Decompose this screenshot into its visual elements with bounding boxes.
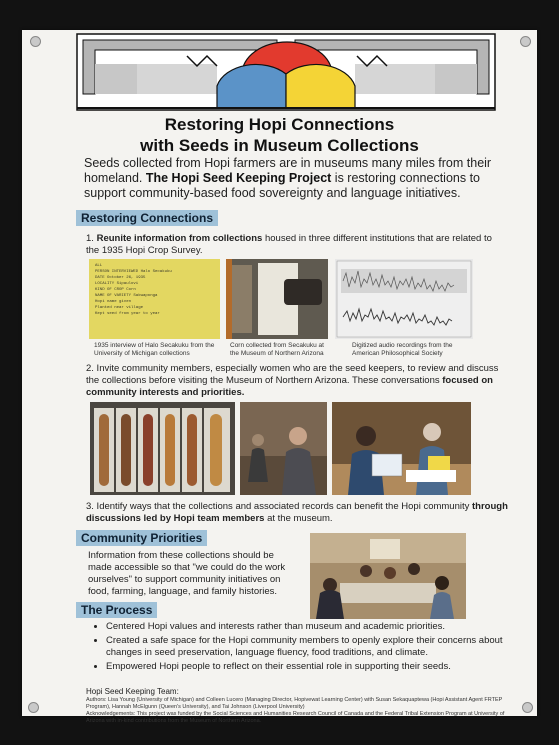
step-1-prefix: 1. xyxy=(86,233,94,244)
corn-photo xyxy=(226,259,328,339)
intro-paragraph xyxy=(84,156,504,201)
process-heading: The Process xyxy=(76,602,157,618)
caption-corn: Corn collected from Secakuku at the Museum of Northern Arizona xyxy=(230,342,324,357)
step-2-body: 2. Invite community members, especially women who are the seed keepers, to review and discuss the collections before visiting the Museum of Northern Arizona. These conversations xyxy=(86,363,499,386)
elder-woman-art xyxy=(240,402,327,495)
document-line: Kept seed from year to year xyxy=(95,312,160,316)
step-1-rest: housed in three different institutions that are related to the 1935 Hopi Crop Survey. xyxy=(86,233,492,256)
step-3-body: 3. Identify ways that the collections and associated records can benefit the Hopi community xyxy=(86,501,470,512)
poster xyxy=(22,30,537,724)
title-line-1: Restoring Hopi Connections xyxy=(164,115,395,134)
priorities-text: Information from these collections should be made accessible so that "we could do the work ourselves" to support community initiatives on food, farming, language, and family histories. xyxy=(88,550,286,597)
process-item: • Centered Hopi values and interests rather than museum and academic priorities. xyxy=(106,621,526,633)
poster-title xyxy=(22,114,537,156)
intro-text-2: is restoring connections to support community-based food sovereignty and language initiatives. xyxy=(84,171,481,200)
intro-text-1: Seeds collected from Hopi farmers are in museums many miles from their homeland. xyxy=(84,156,492,185)
document-line: NAME OF VARIETY Sakwaponga xyxy=(95,294,158,298)
intro-bold: The Hopi Seed Keeping Project xyxy=(145,171,332,185)
document-photo xyxy=(89,259,220,339)
document-line: Hopi name given xyxy=(95,300,132,304)
acknowledgements-line: Acknowledgements: This project was funded by the Social Sciences and Humanities Research Council of Canada and the Federal Tribal Extension Program at University of Arizona with in-kind contributions from the Museum of Northern Arizona. xyxy=(86,711,505,724)
team-label: Hopi Seed Keeping Team: xyxy=(86,687,179,696)
pushpin-icon xyxy=(520,36,531,47)
process-item: • Created a safe space for the Hopi community members to openly explore their concerns about changes in seed preservation, language fluency, food traditions, and climate. xyxy=(106,635,526,659)
credits xyxy=(86,687,506,725)
hopi-banner-logo xyxy=(77,34,495,110)
priorities-heading: Community Priorities xyxy=(76,530,207,546)
document-line: ALL xyxy=(95,264,103,268)
corn-cobs-art xyxy=(90,402,235,495)
pushpin-icon xyxy=(522,702,533,713)
process-item: • Empowered Hopi people to reflect on their essential role in supporting their seeds. xyxy=(106,661,526,673)
step-3-end: at the museum. xyxy=(267,513,333,524)
waveform-art xyxy=(335,259,473,339)
document-line: KIND OF CROP Corn xyxy=(95,288,136,292)
community-meeting-photo xyxy=(310,533,466,619)
pushpin-icon xyxy=(28,702,39,713)
step-2-text xyxy=(86,363,506,399)
discussion-art xyxy=(332,402,471,495)
document-line: LOCALITY Sipaulovi xyxy=(95,282,139,286)
corn-photo-art xyxy=(226,259,328,339)
title-line-2: with Seeds in Museum Collections xyxy=(140,136,419,155)
corn-cobs-photo xyxy=(90,402,235,495)
pushpin-icon xyxy=(30,36,41,47)
step-1-text xyxy=(86,233,506,257)
caption-audio: Digitized audio recordings from the American Philosophical Society xyxy=(352,342,453,357)
step-3-bold: through discussions led by Hopi team members xyxy=(86,501,508,524)
caption-document: 1935 interview of Halo Secakuku from the University of Michigan collections xyxy=(94,342,215,357)
community-meeting-art xyxy=(310,533,466,619)
document-line: DATE October 26, 1935 xyxy=(95,276,146,280)
document-line: PERSON INTERVIEWED Halo Secakuku xyxy=(95,270,172,274)
document-line: Planted near village xyxy=(95,306,144,310)
step-1-bold: Reunite information from collections xyxy=(96,233,263,244)
step-2-bold: focused on community interests and priorities. xyxy=(86,375,493,398)
step-3-text xyxy=(86,501,511,525)
discussion-photo xyxy=(332,402,471,495)
elder-woman-photo xyxy=(240,402,327,495)
restoring-heading: Restoring Connections xyxy=(76,210,218,226)
authors-line: Authors: Lisa Young (University of Michigan) and Colleen Lucero (Managing Director, Hopivewat Learning Center) with Susan Sekaquaptewa (Hopi Assistant Agent FRTEP Program), Hannah McElgunn (Queen's University), and Tai Johnson (Liverpool University) xyxy=(86,697,503,710)
audio-recording-photo xyxy=(335,259,473,339)
process-list xyxy=(92,621,526,675)
